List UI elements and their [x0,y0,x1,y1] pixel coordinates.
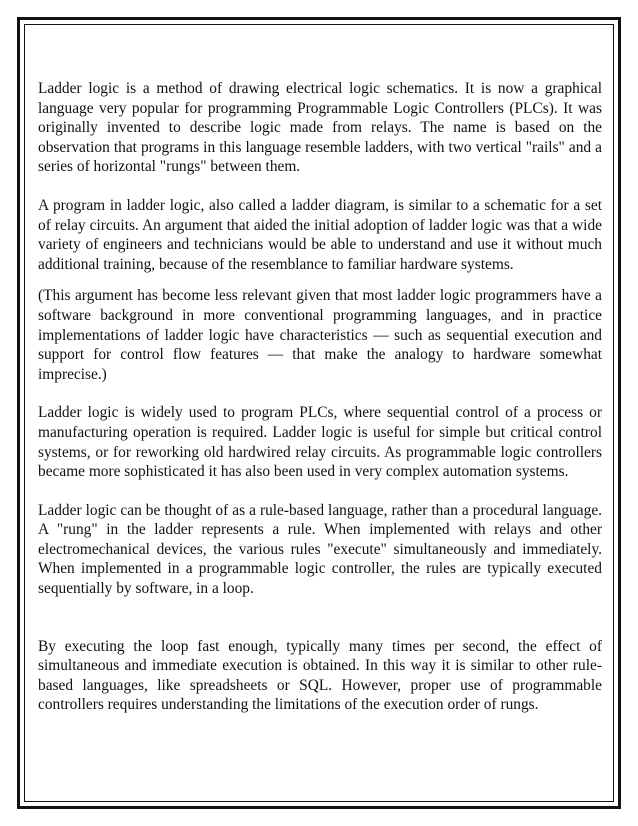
document-body [38,79,602,715]
paragraph-rule-based: Ladder logic can be thought of as a rule-based language, rather than a procedural language. A "rung" in the ladder represents a rule. When implemented with relays and other electromechanical devices, the various rules "execute" simultaneously and immediately. When implemented in a programmable logic controller, the rules are typically executed sequentially by software, in a loop. [38,501,602,598]
paragraph-intro: Ladder logic is a method of drawing electrical logic schematics. It is now a graphical language very popular for programming Programmable Logic Controllers (PLCs). It was originally invented to describe logic made from relays. The name is based on the observation that programs in this language resemble ladders, with two vertical "rails" and a series of horizontal "rungs" between them. [38,80,602,176]
paragraph-ladder-diagram: A program in ladder logic, also called a ladder diagram, is similar to a schematic for a set of relay circuits. An argument that aided the initial adoption of ladder logic was that a wide variety of engineers and technicians would be able to understand and use it without much additional training, because of the resemblance to familiar hardware systems. [38,196,602,273]
paragraph-execution-loop: By executing the loop fast enough, typically many times per second, the effect of simultaneous and immediate execution is obtained. In this way it is similar to other rule-based languages, like spreadsheets or SQL. However, proper use of programmable controllers requires understanding the limitations of the execution order of rungs. [38,637,602,714]
paragraph-plc-usage: Ladder logic is widely used to program PLCs, where sequential control of a process or manufacturing operation is required. Ladder logic is useful for simple but critical control systems, or for reworking old hardwired relay circuits. As programmable logic controllers became more sophisticated it has also been used in very complex automation systems. [38,404,602,481]
paragraph-argument-note: (This argument has become less relevant given that most ladder logic programmers have a software background in more conventional programming languages, and in practice implementations of ladder logic have characteristics — such as sequential execution and support for control flow features — that make the analogy to hardware somewhat imprecise.) [38,287,602,383]
